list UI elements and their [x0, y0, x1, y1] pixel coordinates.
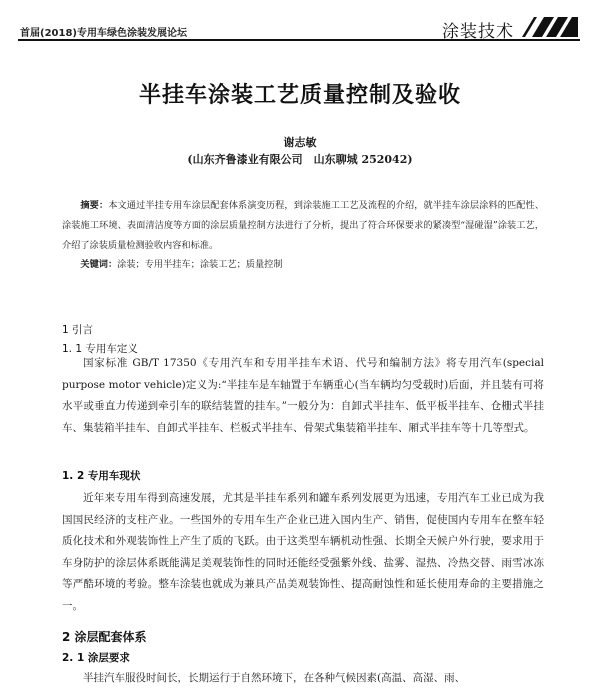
column-title: 涂装技术: [442, 22, 514, 42]
subsection-heading-coating-requirements: 2. 1 涂层要求: [62, 652, 130, 664]
abstract: [62, 196, 544, 256]
paragraph-coating-requirements: 半挂汽车服役时间长，长期运行于自然环境下，在各种气候因素(高温、高湿、雨、: [83, 672, 466, 684]
author-name: 谢志敏: [283, 136, 317, 149]
section-heading-coating-system: 2 涂层配套体系: [62, 630, 147, 644]
abstract-label: 摘要：: [80, 200, 109, 211]
article-title: 半挂车涂装工艺质量控制及验收: [138, 83, 461, 108]
keywords: [62, 258, 544, 272]
conference-name: 首届(2018)专用车绿色涂装发展论坛: [20, 28, 187, 39]
slash-stripes-logo-icon: [520, 15, 580, 39]
section-heading-intro: 1 引言: [62, 324, 94, 336]
abstract-text: 本文通过半挂专用车涂层配套体系演变历程，到涂装施工工艺及流程的介绍，就半挂车涂层涂料的匹配性、涂装施工环境、表面清洁度等方面的涂层质量控制方法进行了分析，提出了符合环保要求的紧凑型“湿碰湿”涂装工艺，介绍了涂装质量检测验收内容和标准。: [62, 200, 545, 251]
header-divider: [18, 39, 580, 41]
author-affiliation: (山东齐鲁漆业有限公司 山东聊城 252042): [187, 153, 413, 166]
subsection-heading-status: 1. 2 专用车现状: [62, 470, 141, 482]
page-header: [0, 0, 600, 46]
keywords-label: 关键词：: [80, 259, 118, 270]
paragraph-status: 近年来专用车得到高速发展，尤其是半挂车系列和罐车系列发展更为迅速，专用汽车工业已成为我国国民经济的支柱产业。一些国外的专用车生产企业已进入国内生产、销售，促使国内专用车在整车轻质化技术和外观装饰性上产生了质的飞跃。由于这类型车辆机动性强、长期全天候户外行驶，要求用于车身防护的涂层体系既能满足美观装饰性的同时还能经受强紫外线、盐雾、湿热、冷热交替、雨雪冰冻等严酷环境的考验。整车涂装也就成为兼具产品美观装饰性、提高耐蚀性和延长使用寿命的主要措施之一。: [62, 492, 544, 612]
keywords-text: 涂装；专用半挂车；涂装工艺；质量控制: [117, 259, 283, 270]
subsection-heading-definition: 1. 1 专用车定义: [62, 343, 138, 355]
paragraph-definition: 国家标准 GB/T 17350《专用汽车和专用半挂车术语、代号和编制方法》将专用汽车(special purpose motor vehicle)定义为:“半挂车是车轴置于车辆重心(当车辆均匀受载时)后面，并且装有可将水平或垂直力传递到牵引车的联结装置的挂车。”一般分为：自卸式半挂车、低平板半挂车、仓栅式半挂车、集装箱半挂车、自卸式半挂车、栏板式半挂车、骨架式集装箱半挂车、厢式半挂车等十几等型式。: [62, 357, 544, 434]
